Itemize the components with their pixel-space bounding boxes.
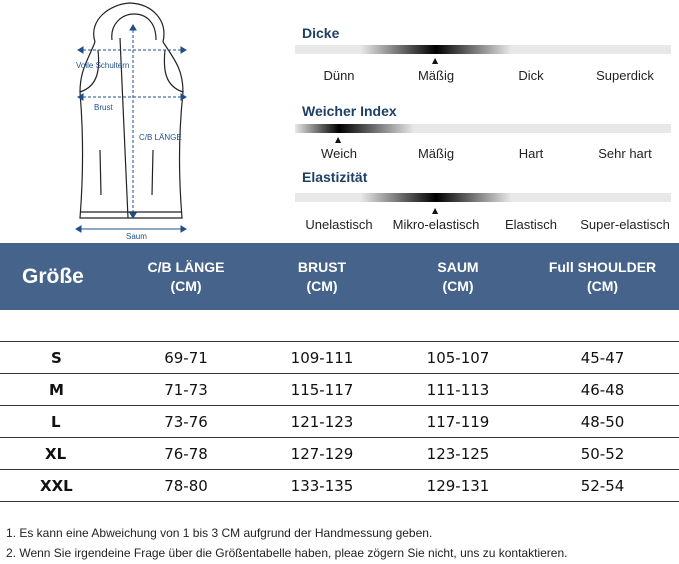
table-row [0,438,679,470]
spacer-cell [0,310,679,342]
cell-hem: 111-113 [390,374,526,406]
cell-chest: 109-111 [254,342,390,374]
header-shoulder-unit: (CM) [586,277,619,294]
vest-diagram [0,0,270,245]
header-length-unit: (CM) [170,277,202,294]
scale-title: Weicher Index [302,103,397,119]
header-chest [254,243,390,310]
cell-chest: 121-123 [254,406,390,438]
cell-chest: 115-117 [254,374,390,406]
table-row [0,374,679,406]
header-size: Größe [0,243,118,310]
scale-option: Weich [321,146,357,161]
selected-marker-icon: ▲ [335,135,342,144]
cell-shoulder: 46-48 [526,374,679,406]
cell-shoulder: 50-52 [526,438,679,470]
length-label: C/B LÄNGE [139,133,182,142]
cell-size: XXL [0,470,118,502]
cell-size: L [0,406,118,438]
cell-shoulder: 52-54 [526,470,679,502]
table-row [0,470,679,502]
scale-bar [295,124,671,133]
scale-option: Dick [518,68,544,83]
header-shoulder [526,243,679,310]
header-hem-unit: (CM) [442,277,474,294]
table-header-row [0,243,679,310]
cell-size: M [0,374,118,406]
cell-hem: 117-119 [390,406,526,438]
cell-length: 76-78 [118,438,254,470]
header-length-label: C/B LÄNGE [147,258,225,275]
table-spacer-row [0,310,679,342]
cell-length: 73-76 [118,406,254,438]
scale-option: Unelastisch [305,217,373,232]
hem-label: Saum [126,232,147,241]
header-shoulder-label: Full SHOULDER [548,258,657,275]
cell-chest: 127-129 [254,438,390,470]
scale-option: Sehr hart [598,146,652,161]
note-1: 1. Es kann eine Abweichung von 1 bis 3 CM aufgrund der Handmessung geben. [6,526,433,540]
cell-length: 69-71 [118,342,254,374]
cell-length: 78-80 [118,470,254,502]
size-table [0,243,679,502]
header-chest-label: BRUST [297,258,347,275]
selected-marker-icon: ▲ [432,56,439,65]
header-hem [390,243,526,310]
scale-option: Elastisch [504,217,558,232]
scale-bar [295,193,671,202]
header-length [118,243,254,310]
note-2: 2. Wenn Sie irgendeine Frage über die Größentabelle haben, pleae zögern Sie nicht, uns zu kontaktieren. [6,546,568,560]
cell-length: 71-73 [118,374,254,406]
table-row [0,342,679,374]
cell-hem: 129-131 [390,470,526,502]
cell-shoulder: 45-47 [526,342,679,374]
scale-option: Mäßig [417,68,455,83]
scale-bar [295,45,671,54]
scale-title: Elastizität [302,169,368,185]
table-row [0,406,679,438]
scale-option: Mäßig [417,146,455,161]
cell-hem: 123-125 [390,438,526,470]
scale-title: Dicke [302,25,340,41]
selected-marker-icon: ▲ [432,206,439,215]
shoulder-label: Volle Schultern [76,61,130,70]
scale-option: Superdick [596,68,654,83]
cell-chest: 133-135 [254,470,390,502]
chest-label: Brust [94,103,113,112]
scale-option: Hart [518,146,544,161]
scale-option: Mikro-elastisch [392,217,480,232]
scale-option: Super-elastisch [580,217,670,232]
cell-hem: 105-107 [390,342,526,374]
scale-option: Dünn [323,68,355,83]
header-hem-label: SAUM [437,258,479,275]
cell-shoulder: 48-50 [526,406,679,438]
header-chest-unit: (CM) [306,277,338,294]
cell-size: XL [0,438,118,470]
cell-size: S [0,342,118,374]
vest-outline-icon [0,0,270,245]
